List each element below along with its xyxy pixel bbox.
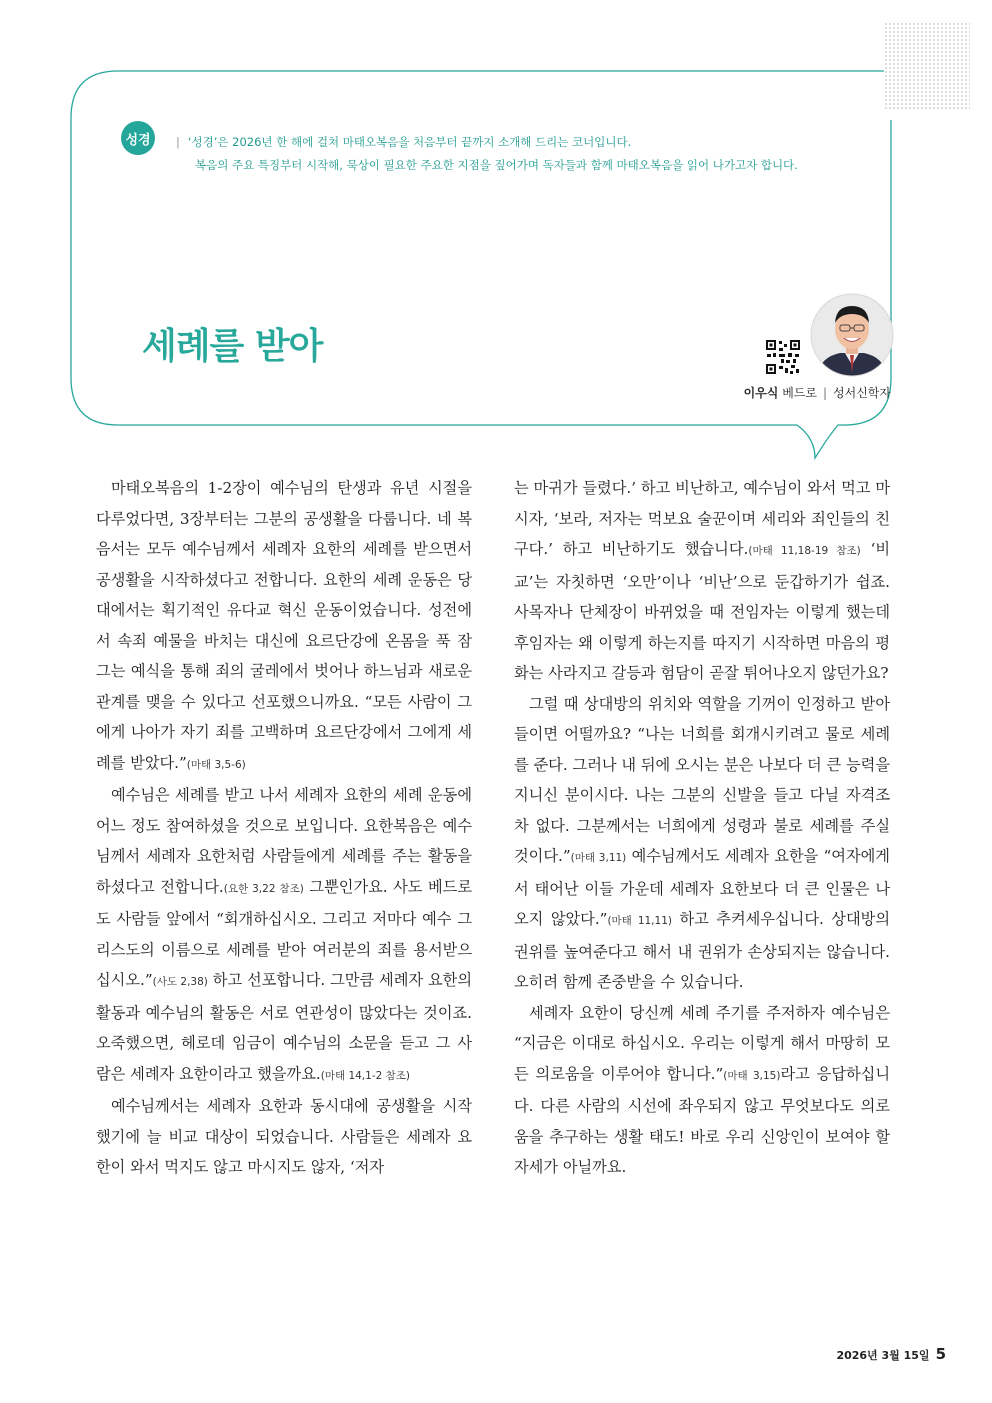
intro-line-2: 복음의 주요 특징부터 시작해, 묵상이 필요한 주요한 지점을 짚어가며 독자들과 함께 마태오복음을 읽어 나가고자 합니다. — [195, 158, 798, 172]
scripture-ref: (마태 14,1-2 참조) — [320, 1069, 411, 1082]
paragraph-text: 하고 추켜세우십니다. 상대방의 권위를 높여준다고 해서 내 권위가 손상되지는 않습니다. 오히려 함께 존중받을 수 있습니다. — [514, 910, 890, 991]
paragraph — [514, 473, 890, 689]
author-role: 성서신학자 — [833, 386, 891, 400]
paragraph-text: ‘비교’는 자칫하면 ‘오만’이나 ‘비난’으로 둔갑하기가 쉽죠. 사목자나 단체장이 바뀌었을 때 전임자는 이렇게 했는데 후임자는 왜 이렇게 하는지를 따지기 시작하면 마음의 평화는 사라지고 갈등과 험담이 곧잘 튀어나오지 않던가요? — [514, 540, 890, 682]
paragraph — [514, 689, 890, 998]
paragraph-text: 라고 응답하십니다. 다른 사람의 시선에 좌우되지 않고 무엇보다도 의로움을 추구하는 생활 태도! 바로 우리 신앙인이 보여야 할 자세가 아닐까요. — [514, 1064, 891, 1176]
paragraph-text: 는 마귀가 들렸다.’ 하고 비난하고, 예수님이 와서 먹고 마시자, ‘보라, 저자는 먹보요 술꾼이며 세리와 죄인들의 친구다.’ 하고 비난하기도 했습니다. — [514, 479, 890, 558]
section-badge: 성경 — [121, 121, 155, 155]
intro-line-1: ‘성경’은 2026년 한 해에 걸쳐 마태오복음을 처음부터 끝까지 소개해 드리는 코너입니다. — [187, 135, 632, 149]
author-baptismal-name: 베드로 — [782, 386, 817, 400]
paragraph-text: 하고 선포합니다. 그만큼 세례자 요한의 활동과 예수님의 활동은 서로 연관성이 많았다는 것이죠. 오죽했으면, 헤로데 임금이 예수님의 소문을 듣고 그 사람은 세례자 요한이라고 했을까요. — [96, 971, 472, 1083]
paragraph-text: 예수님께서는 세례자 요한과 동시대에 공생활을 시작했기에 늘 비교 대상이 되었습니다. 사람들은 세례자 요한이 와서 먹지도 않고 마시지도 않자, ‘저자 — [96, 1097, 472, 1176]
paragraph-text: 예수님께서도 세례자 요한을 “여자에게서 태어난 이들 가운데 세례자 요한보다 더 큰 인물은 나오지 않았다.” — [514, 847, 890, 928]
page-number: 5 — [935, 1345, 946, 1363]
author-byline — [744, 384, 891, 401]
author-name: 이우식 — [743, 386, 779, 400]
qr-code-icon — [765, 339, 801, 375]
paragraph-text: 예수님은 세례를 받고 나서 세례자 요한의 세례 운동에 어느 정도 참여하셨을 것으로 보입니다. 요한복음은 예수님께서 세례자 요한처럼 사람들에게 세례를 주는 활동을 하셨다고 전합니다. — [96, 786, 472, 896]
page-footer — [836, 1344, 946, 1363]
article-column-left — [96, 473, 472, 1183]
scripture-ref: (사도 2,38) — [152, 976, 208, 988]
paragraph-text: 그럴 때 상대방의 위치와 역할을 기꺼이 인정하고 받아들이면 어떨까요? “나는 너희를 회개시키려고 물로 세례를 준다. 그러나 내 뒤에 오시는 분은 나보다 더 큰 능력을 지니신 분이시다. 나는 그분의 신발을 들고 다닐 자격조차 없다. 그분께서는 너희에게 성령과 불로 세례를 주실 것이다.” — [514, 694, 890, 865]
scripture-ref: (마태 3,5-6) — [186, 758, 246, 771]
scripture-ref: (마태 11,11) — [607, 915, 672, 927]
scripture-ref: (마태 3,11) — [570, 852, 627, 864]
scripture-ref: (마태 11,18-19 참조) — [748, 545, 861, 557]
paragraph-text: 세례자 요한이 당신께 세례 주기를 주저하자 예수님은 “지금은 이대로 하십시오. 우리는 이렇게 해서 마땅히 모든 의로움을 이루어야 합니다.” — [514, 1003, 890, 1083]
author-photo — [810, 293, 894, 377]
section-intro — [176, 131, 896, 177]
scripture-ref: (요한 3,22 참조) — [223, 882, 304, 895]
article-column-right — [514, 473, 890, 1183]
issue-date: 2026년 3월 15일 — [836, 1349, 930, 1362]
paragraph — [96, 473, 472, 780]
paragraph-text: 그뿐인가요. 사도 베드로도 사람들 앞에서 “회개하십시오. 그리고 저마다 예수 그리스도의 이름으로 세례를 받아 여러분의 죄를 용서받으십시오.” — [96, 877, 472, 989]
paragraph-text: 마태오복음의 1-2장이 예수님의 탄생과 유년 시절을 다루었다면, 3장부터는 그분의 공생활을 다룹니다. 네 복음서는 모두 예수님께서 세례자 요한의 세례를 받으면서 공생활을 시작하셨다고 전합니다. 요한의 세례 운동은 당대에서는 획기적인 유다교 혁신 운동이었습니다. 성전에서 속죄 예물을 바치는 대신에 요르단강에 온몸을 푹 잠그는 예식을 통해 죄의 굴레에서 벗어나 하느님과 새로운 관계를 맺을 수 있다고 선포했으니까요. “모든 사람이 그에게 나아가 자기 죄를 고백하며 요르단강에서 그에게 세례를 받았다.” — [96, 479, 472, 772]
paragraph — [514, 998, 890, 1183]
paragraph — [96, 1091, 472, 1183]
scripture-ref: (마태 3,15) — [723, 1069, 781, 1082]
intro-separator: | — [176, 135, 180, 149]
article-title: 세례를 받아 — [142, 326, 323, 367]
byline-separator: | — [822, 386, 828, 400]
paragraph — [96, 780, 472, 1091]
